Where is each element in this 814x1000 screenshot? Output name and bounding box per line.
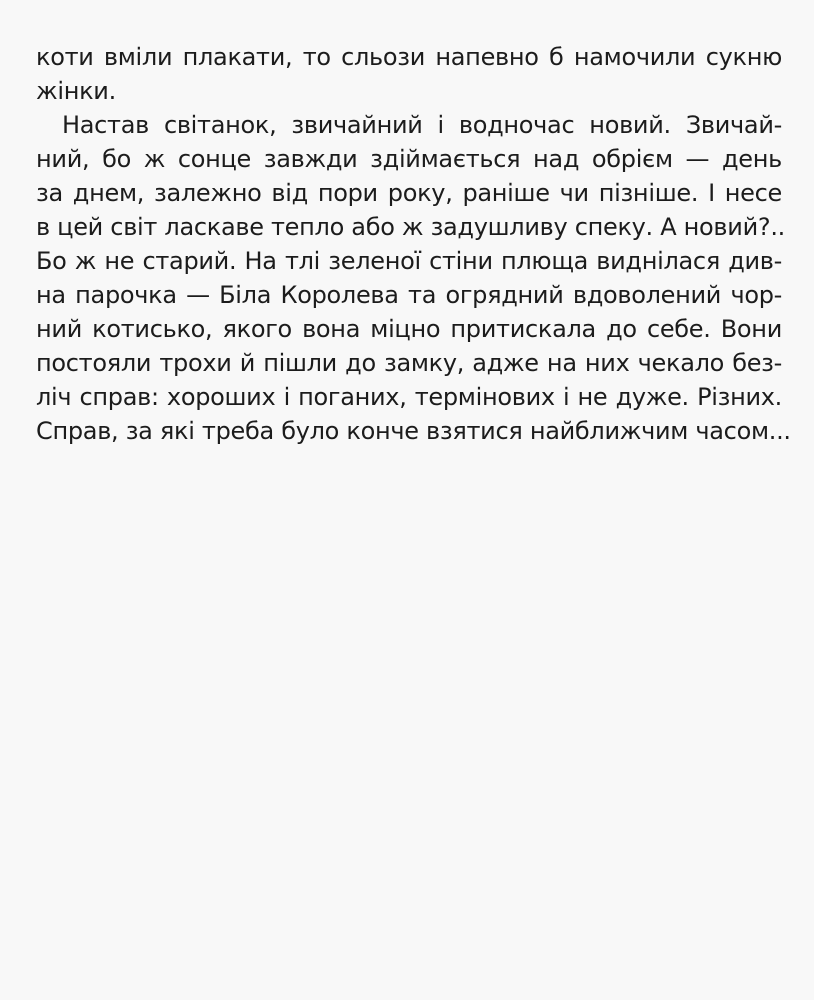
text-block	[36, 40, 791, 448]
text-line: в цей світ ласкаве тепло або ж задушливу спеку. А новий?..	[36, 213, 785, 241]
text-line: жінки.	[36, 77, 116, 105]
text-line: на парочка — Біла Королева та огрядний вдоволений чор-	[36, 281, 782, 309]
text-line: постояли трохи й пішли до замку, адже на них чекало без-	[36, 349, 782, 377]
text-line: коти вміли плакати, то сльози напевно б намочили сукню	[36, 43, 782, 71]
text-line: Настав світанок, звичайний і водночас новий. Звичай-	[62, 111, 782, 139]
text-line: Бо ж не старий. На тлі зеленої стіни плюща виднілася див-	[36, 247, 782, 275]
text-line: ний котисько, якого вона міцно притискала до себе. Вони	[36, 315, 782, 343]
text-line: ний, бо ж сонце завжди здіймається над обрієм — день	[36, 145, 782, 173]
text-line: ліч справ: хороших і поганих, термінових і не дуже. Різних.	[36, 383, 782, 411]
text-line: за днем, залежно від пори року, раніше чи пізніше. І несе	[36, 179, 782, 207]
text-line: Справ, за які треба було конче взятися найближчим часом...	[36, 417, 791, 445]
